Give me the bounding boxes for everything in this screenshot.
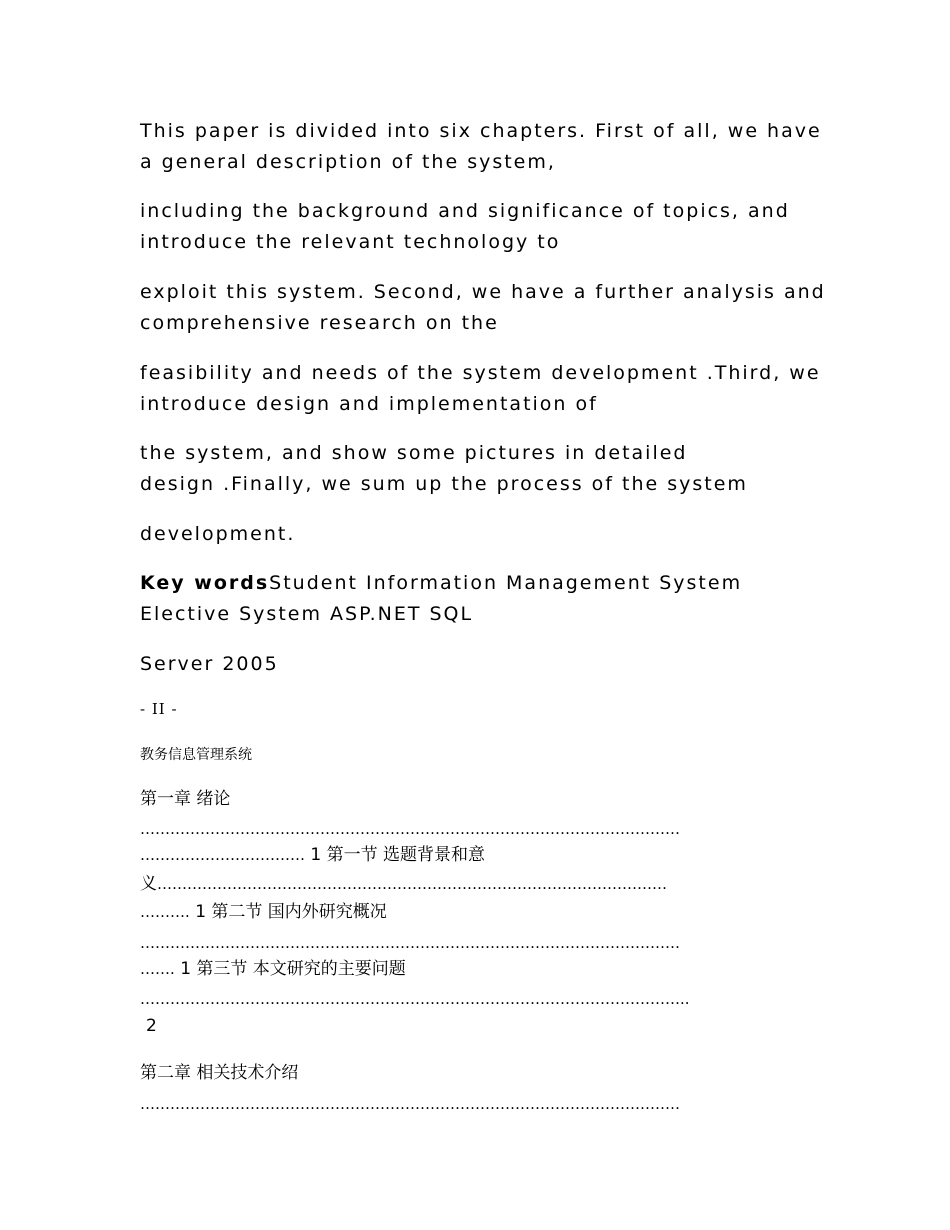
abstract-line-8: introduce design and implementation of <box>140 393 598 415</box>
abstract-line-11: development. <box>140 523 296 545</box>
toc-entry-5-text: 1 第三节 本文研究的主要问题 <box>180 959 406 979</box>
abstract-line-2: a general description of the system, <box>140 151 556 173</box>
toc-entry-4-leader: ……………………………………………………………………………………………… <box>140 934 680 952</box>
keywords-label: Key words <box>140 572 270 594</box>
toc-entry-2-cont: 义 <box>140 874 157 894</box>
toc-chapter-1-leader: ……………………………………………………………………………………………… <box>140 820 680 838</box>
toc-entry-1 <box>140 845 485 865</box>
toc-entry-3-leader: ………. <box>140 903 190 921</box>
abstract-line-9: the system, and show some pictures in detailed <box>140 442 688 464</box>
abstract-line-5: exploit this system. Second, we have a further analysis and <box>140 281 826 303</box>
document-header-title: 教务信息管理系统 <box>140 747 252 763</box>
toc-entry-6-leader: ……………………………………………………………………………………………….. <box>140 990 690 1008</box>
page-number: - II - <box>140 700 178 718</box>
keywords-text-1: Student Information Management System <box>269 572 743 594</box>
toc-chapter-2-title: 第二章 相关技术介绍 <box>140 1063 299 1083</box>
toc-chapter-1-title: 第一章 绪论 <box>140 789 231 809</box>
abstract-line-10: design .Finally, we sum up the process of the system <box>140 473 748 495</box>
abstract-line-6: comprehensive research on the <box>140 312 499 334</box>
toc-entry-3-text: 1 第二节 国内外研究概况 <box>195 902 387 922</box>
toc-entry-1-text: 1 第一节 选题背景和意 <box>310 845 486 865</box>
abstract-line-1: This paper is divided into six chapters. First of all, we have <box>140 120 822 142</box>
toc-entry-2 <box>140 874 810 894</box>
abstract-line-3: including the background and significance of topics, and <box>140 200 790 222</box>
keywords-line-1 <box>140 568 742 599</box>
toc-entry-5 <box>140 959 406 979</box>
toc-entry-3 <box>140 902 387 922</box>
toc-entry-6-page: 2 <box>146 1016 157 1036</box>
abstract-line-4: introduce the relevant technology to <box>140 231 561 253</box>
keywords-line-3: Server 2005 <box>140 653 279 675</box>
toc-entry-2-leader: ………………………………………………………………………………………… <box>157 875 667 893</box>
toc-chapter-2-leader: ……………………………………………………………………………………………… <box>140 1095 680 1113</box>
abstract-line-7: feasibility and needs of the system development .Third, we <box>140 362 821 384</box>
toc-entry-5-leader: ……. <box>140 960 175 978</box>
keywords-line-2: Elective System ASP.NET SQL <box>140 603 474 625</box>
toc-entry-1-leader: …………………………… <box>140 846 305 864</box>
